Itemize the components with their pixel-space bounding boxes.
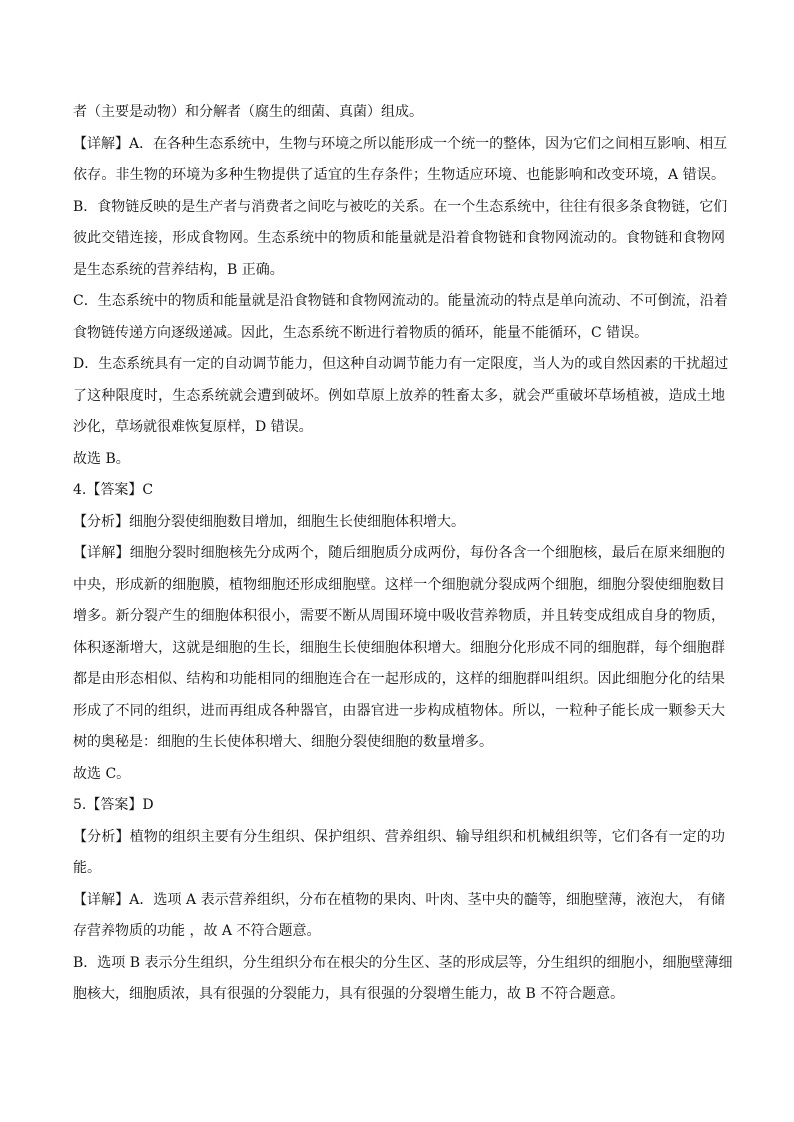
text-line: 故选 B。 [73, 450, 130, 467]
text-line: 食物链传递方向逐级递减。因此，生态系统不断进行着物质的循环，能量不能循环，C 错误。 [73, 324, 649, 341]
document-page [73, 97, 733, 1011]
text-line: D．生态系统具有一定的自动调节能力，但这种自动调节能力有一定限度，当人为的或自然因素的干扰超过 [73, 356, 729, 372]
text-line: 故选 C。 [73, 765, 131, 782]
text-line: 【详解】细胞分裂时细胞核先分成两个，随后细胞质分成两份，每份各含一个细胞核，最后在原来细胞的 [73, 545, 725, 561]
text-line: 【分析】细胞分裂使细胞数目增加，细胞生长使细胞体积增大。 [73, 513, 465, 530]
text-line: C．生态系统中的物质和能量就是沿食物链和食物网流动的。能量流动的特点是单向流动、不可倒流，沿着 [73, 293, 728, 309]
text-line: 增多。新分裂产生的细胞体积很小，需要不断从周围环境中吸收营养物质，并且转变成组成自身的物质， [73, 608, 725, 624]
text-line: 【详解】A．在各种生态系统中，生物与环境之所以能形成一个统一的整体，因为它们之间相互影响、相互 [73, 135, 728, 152]
text-line: B．选项 B 表示分生组织，分生组织分布在根尖的分生区、茎的形成层等，分生组织的细胞小，细胞壁薄细 [73, 954, 733, 971]
text-line: 树的奥秘是：细胞的生长使体积增大、细胞分裂使细胞的数量增多。 [73, 734, 493, 750]
text-line: 【详解】A．选项 A 表示营养组织，分布在植物的果肉、叶肉、茎中央的髓等，细胞壁薄，液泡大， 有储 [73, 891, 725, 908]
answer-heading: 4.【答案】C [73, 482, 154, 498]
text-line: 了这种限度时，生态系统就会遭到破坏。例如草原上放养的牲畜太多，就会严重破坏草场植被，造成土地 [73, 387, 725, 404]
text-line: 形成了不同的组织，进而再组成各种器官，由器官进一步构成植物体。所以，一粒种子能长成一颗参天大 [73, 702, 725, 719]
text-line: 体积逐渐增大，这就是细胞的生长，细胞生长使细胞体积增大。细胞分化形成不同的细胞群，每个细胞群 [73, 639, 725, 656]
text-line: 彼此交错连接，形成食物网。生态系统中的物质和能量就是沿着食物链和食物网流动的。食物链和食物网 [73, 230, 725, 246]
text-line: 中央，形成新的细胞膜，植物细胞还形成细胞壁。这样一个细胞就分裂成两个细胞，细胞分裂使细胞数目 [73, 576, 725, 593]
text-line: 依存。非生物的环境为多种生物提供了适宜的生存条件；生物适应环境、也能影响和改变环境，A 错误。 [73, 167, 725, 183]
text-line: 是生态系统的营养结构，B 正确。 [73, 261, 284, 278]
text-line: 能。 [73, 860, 101, 876]
text-line: 存营养物质的功能 ，故 A 不符合题意。 [73, 923, 321, 939]
answer-heading: 5.【答案】D [73, 797, 154, 813]
text-line: B．食物链反映的是生产者与消费者之间吃与被吃的关系。在一个生态系统中，往往有很多条食物链，它们 [73, 198, 728, 215]
text-line: 【分析】植物的组织主要有分生组织、保护组织、营养组织、输导组织和机械组织等，它们各有一定的功 [73, 828, 725, 845]
text-line: 胞核大，细胞质浓，具有很强的分裂能力，具有很强的分裂增生能力，故 B 不符合题意。 [73, 986, 625, 1002]
text-line: 者（主要是动物）和分解者（腐生的细菌、真菌）组成。 [73, 104, 423, 120]
text-line: 沙化，草场就很难恢复原样，D 错误。 [73, 419, 313, 435]
text-line: 都是由形态相似、结构和功能相同的细胞连合在一起形成的，这样的细胞群叫组织。因此细胞分化的结果 [73, 671, 725, 687]
